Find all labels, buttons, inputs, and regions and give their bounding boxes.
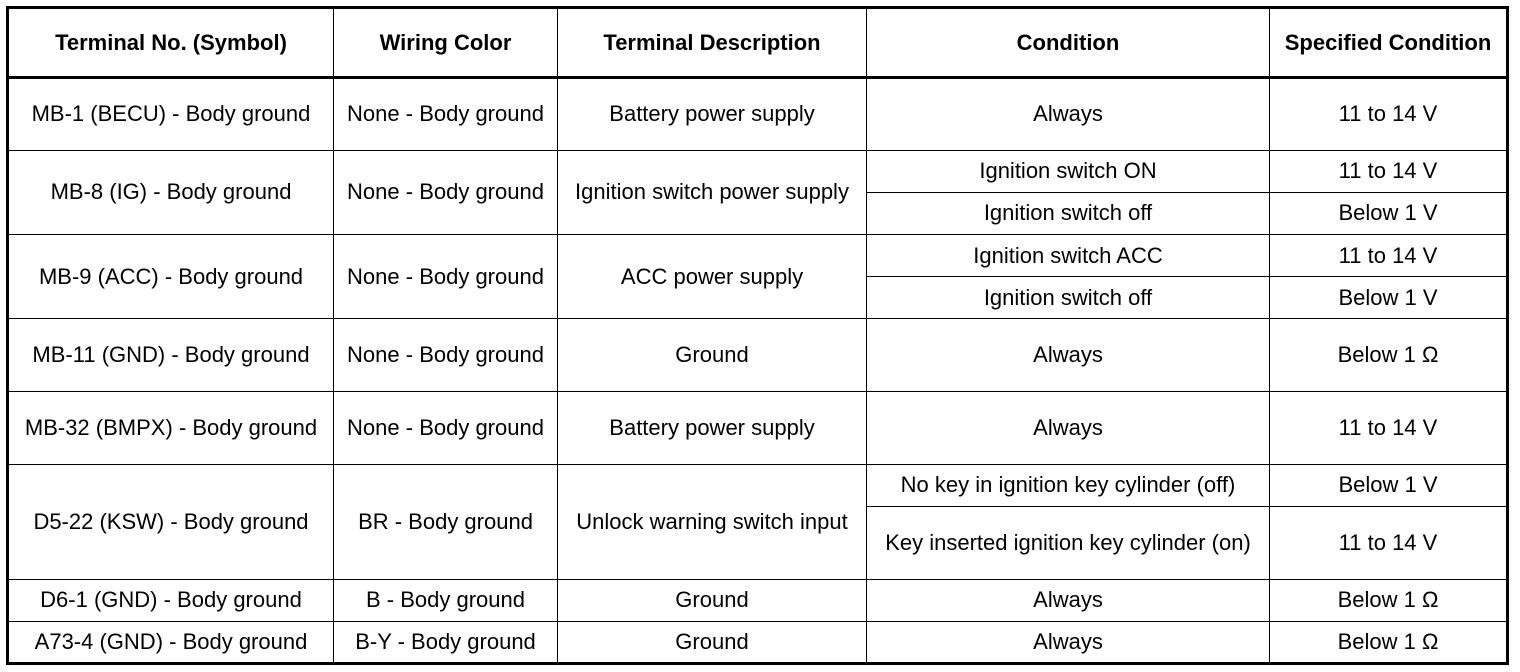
wiring-cell: None - Body ground xyxy=(334,234,558,318)
wiring-cell: B-Y - Body ground xyxy=(334,621,558,663)
header-wiring-color: Wiring Color xyxy=(334,8,558,78)
wiring-cell: None - Body ground xyxy=(334,78,558,151)
terminal-cell: MB-8 (IG) - Body ground xyxy=(8,150,334,234)
header-terminal: Terminal No. (Symbol) xyxy=(8,8,334,78)
wiring-cell: None - Body ground xyxy=(334,319,558,392)
condition-cell: Ignition switch ON xyxy=(867,150,1270,192)
description-cell: Battery power supply xyxy=(558,391,867,464)
wiring-cell: None - Body ground xyxy=(334,150,558,234)
table-row xyxy=(8,150,1508,192)
condition-cell: Key inserted ignition key cylinder (on) xyxy=(867,506,1270,579)
table-row xyxy=(8,78,1508,151)
description-cell: ACC power supply xyxy=(558,234,867,318)
specified-cell: Below 1 V xyxy=(1270,277,1508,319)
header-row xyxy=(8,8,1508,78)
specified-cell: 11 to 14 V xyxy=(1270,506,1508,579)
condition-cell: Ignition switch ACC xyxy=(867,234,1270,276)
terminal-table xyxy=(6,6,1509,665)
header-condition: Condition xyxy=(867,8,1270,78)
description-cell: Battery power supply xyxy=(558,78,867,151)
wiring-cell: B - Body ground xyxy=(334,579,558,621)
specified-cell: 11 to 14 V xyxy=(1270,150,1508,192)
terminal-cell: MB-1 (BECU) - Body ground xyxy=(8,78,334,151)
table-row xyxy=(8,234,1508,276)
specified-cell: Below 1 Ω xyxy=(1270,621,1508,663)
description-cell: Unlock warning switch input xyxy=(558,464,867,579)
table-row xyxy=(8,579,1508,621)
condition-cell: Always xyxy=(867,579,1270,621)
table-row xyxy=(8,621,1508,663)
table-row xyxy=(8,391,1508,464)
terminal-cell: MB-11 (GND) - Body ground xyxy=(8,319,334,392)
condition-cell: Ignition switch off xyxy=(867,277,1270,319)
header-terminal-description: Terminal Description xyxy=(558,8,867,78)
specified-cell: 11 to 14 V xyxy=(1270,391,1508,464)
terminal-cell: MB-32 (BMPX) - Body ground xyxy=(8,391,334,464)
condition-cell: Always xyxy=(867,319,1270,392)
condition-cell: No key in ignition key cylinder (off) xyxy=(867,464,1270,506)
terminal-cell: D5-22 (KSW) - Body ground xyxy=(8,464,334,579)
specified-cell: Below 1 V xyxy=(1270,464,1508,506)
condition-cell: Ignition switch off xyxy=(867,192,1270,234)
specified-cell: 11 to 14 V xyxy=(1270,234,1508,276)
specified-cell: 11 to 14 V xyxy=(1270,78,1508,151)
specified-cell: Below 1 V xyxy=(1270,192,1508,234)
specified-cell: Below 1 Ω xyxy=(1270,579,1508,621)
condition-cell: Always xyxy=(867,391,1270,464)
condition-cell: Always xyxy=(867,78,1270,151)
description-cell: Ground xyxy=(558,319,867,392)
condition-cell: Always xyxy=(867,621,1270,663)
terminal-cell: D6-1 (GND) - Body ground xyxy=(8,579,334,621)
terminal-cell: MB-9 (ACC) - Body ground xyxy=(8,234,334,318)
table-row xyxy=(8,464,1508,506)
description-cell: Ignition switch power supply xyxy=(558,150,867,234)
wiring-cell: None - Body ground xyxy=(334,391,558,464)
table-row xyxy=(8,319,1508,392)
terminal-cell: A73-4 (GND) - Body ground xyxy=(8,621,334,663)
header-specified-condition: Specified Condition xyxy=(1270,8,1508,78)
description-cell: Ground xyxy=(558,621,867,663)
description-cell: Ground xyxy=(558,579,867,621)
specified-cell: Below 1 Ω xyxy=(1270,319,1508,392)
wiring-cell: BR - Body ground xyxy=(334,464,558,579)
